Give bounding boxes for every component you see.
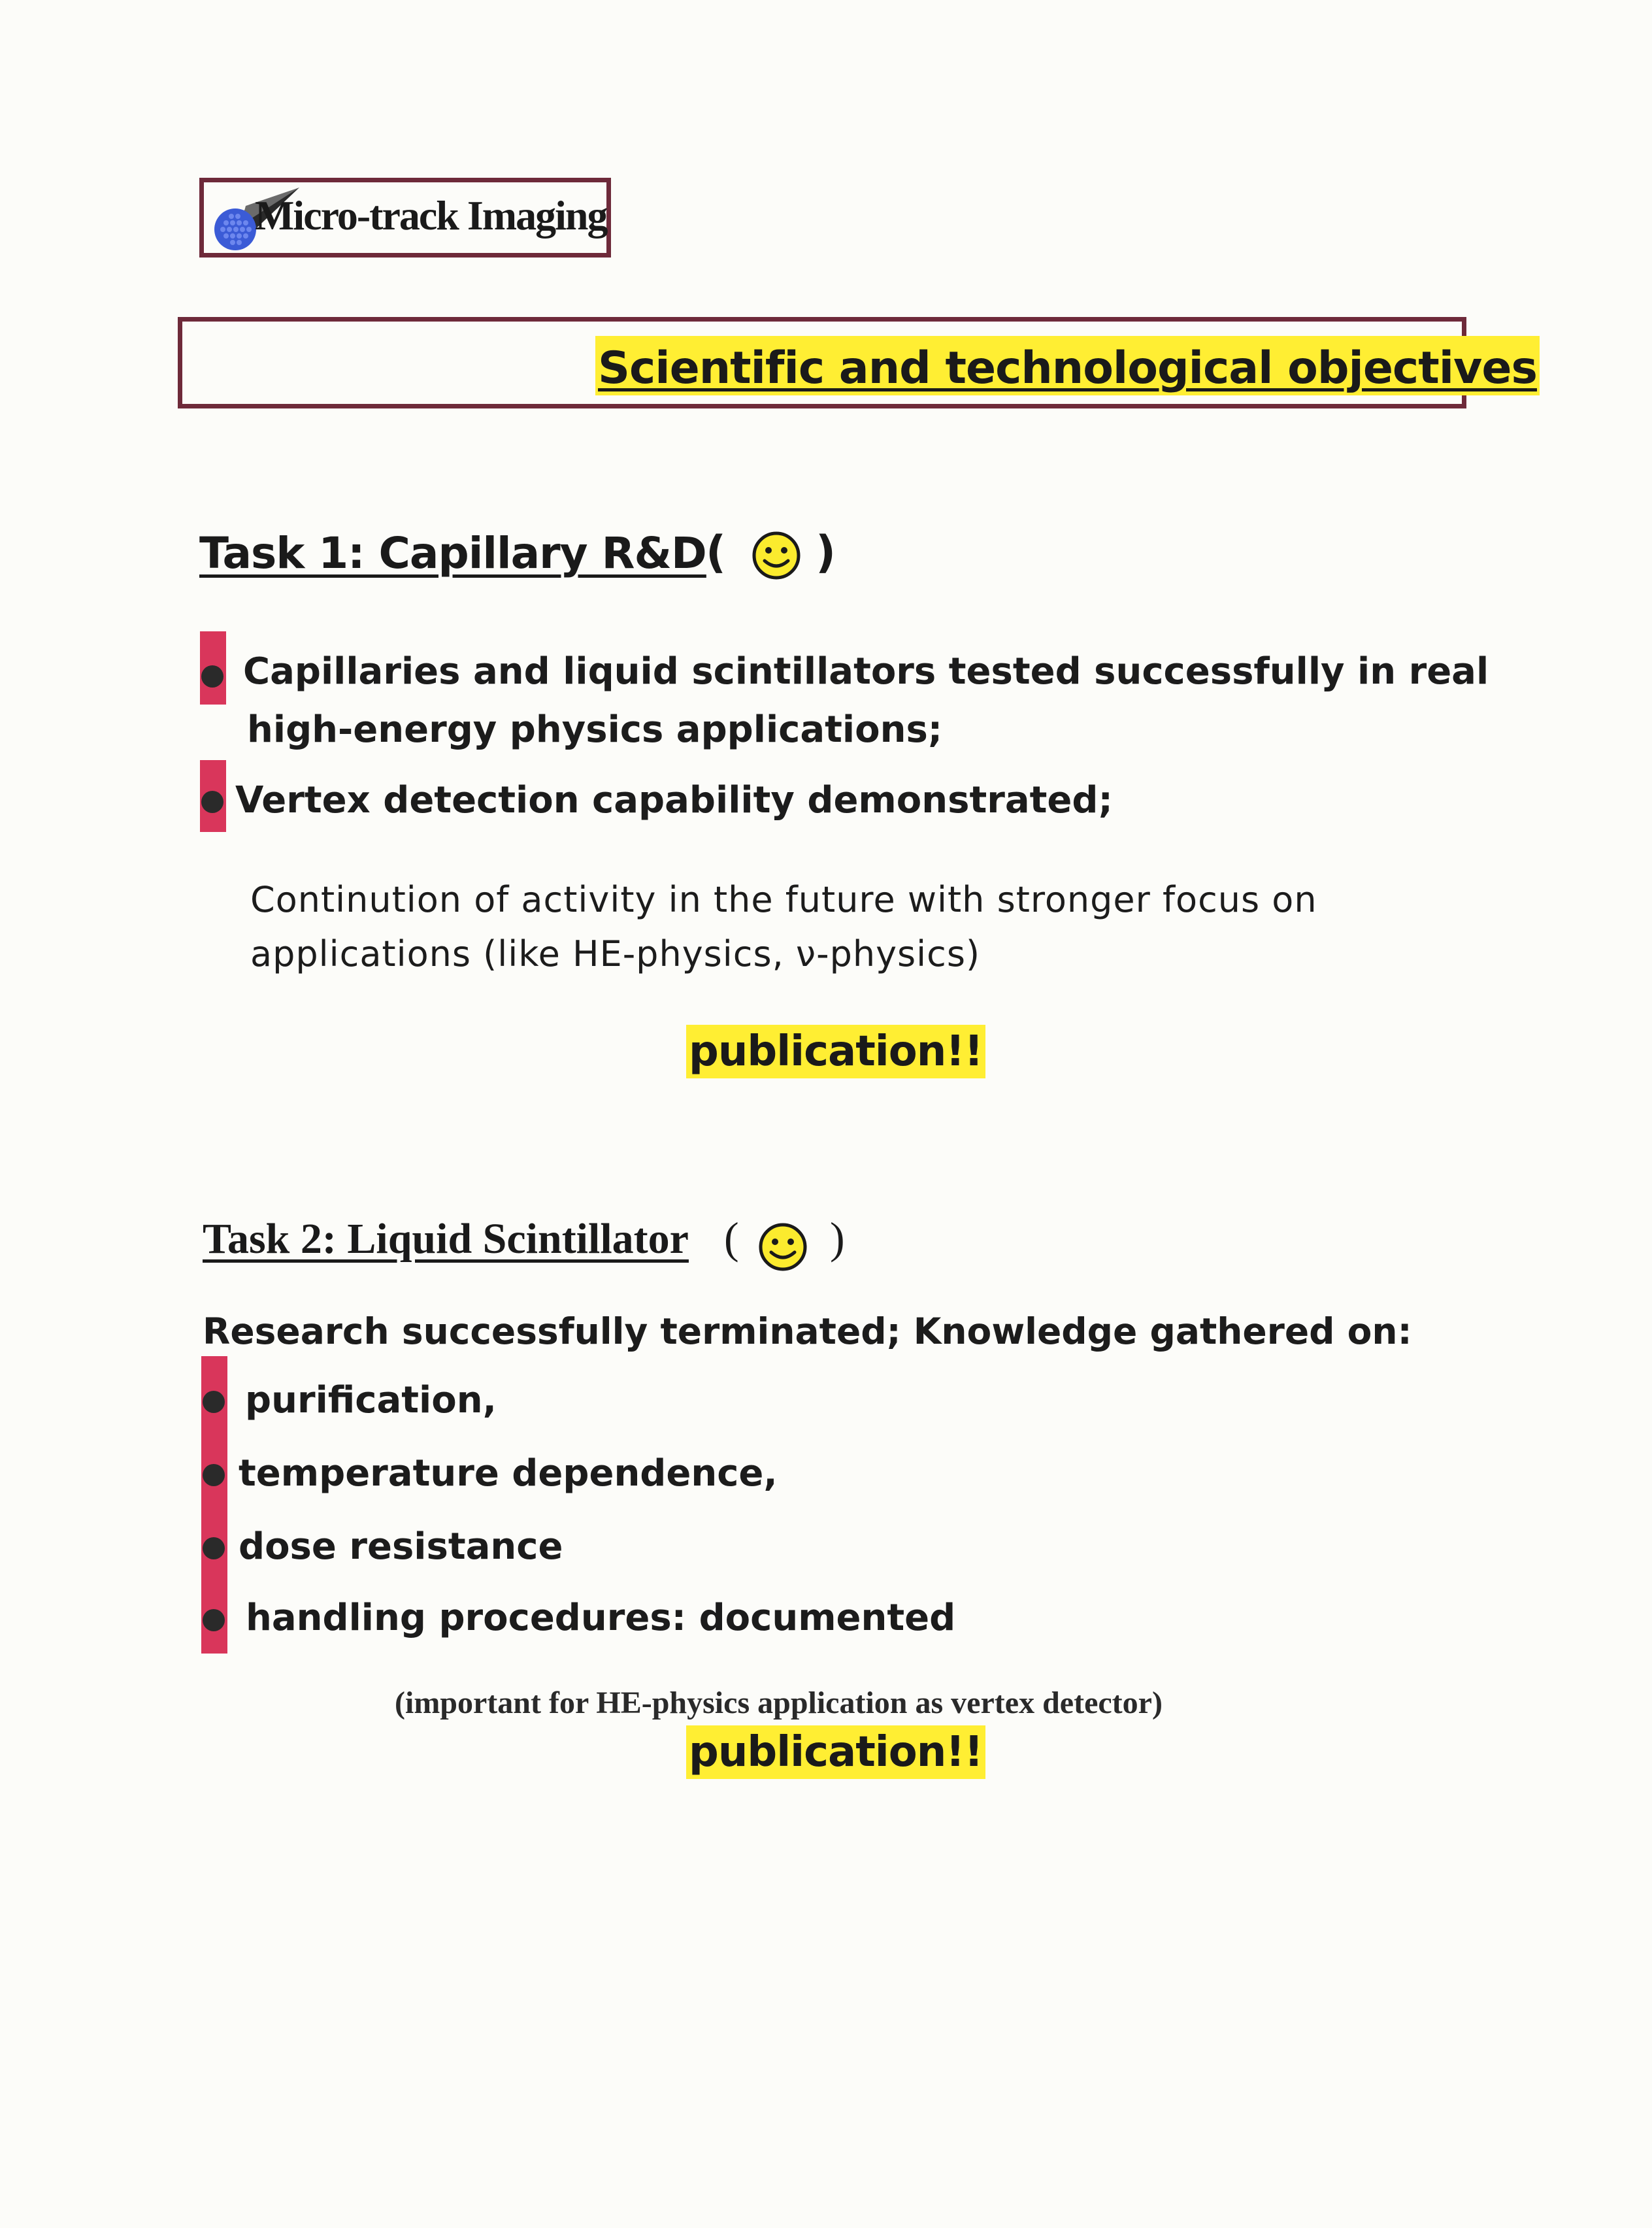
task2-bullet-3: dose resistance bbox=[239, 1525, 563, 1568]
smiley-icon bbox=[757, 1221, 809, 1273]
task2-intro: Research successfully terminated; Knowledge gathered on: bbox=[203, 1310, 1412, 1352]
task2-bullet-4: handling procedures: documented bbox=[246, 1597, 956, 1639]
task2-heading bbox=[203, 1214, 689, 1264]
task1-continuation-line-1: Continution of activity in the future with stronger focus on bbox=[250, 879, 1317, 920]
task1-paren-close: ) bbox=[816, 527, 836, 578]
task2-bullet-2: temperature dependence, bbox=[239, 1452, 778, 1495]
bullet-dot bbox=[201, 791, 223, 813]
smiley-icon bbox=[750, 529, 802, 582]
title-box bbox=[178, 317, 1537, 408]
bullet-dot bbox=[203, 1609, 225, 1631]
bullet-dot bbox=[203, 1464, 225, 1486]
task1-bullet-1-line-2: high-energy physics applications; bbox=[247, 708, 943, 751]
task1-paren-open: ( bbox=[706, 527, 727, 578]
task2-paren-close: ) bbox=[830, 1213, 845, 1263]
task1-heading bbox=[199, 528, 706, 578]
task1-publication-badge: publication!! bbox=[686, 1025, 985, 1078]
task2-paren-open: ( bbox=[724, 1213, 739, 1263]
logo-box bbox=[199, 178, 611, 258]
page-title: Scientific and technological objectives bbox=[595, 336, 1540, 395]
task2-bullet-1: purification, bbox=[245, 1379, 497, 1422]
task2-heading-label: Task 2: Liquid Scintillator bbox=[203, 1215, 689, 1263]
logo-text: Micro-track Imaging bbox=[255, 192, 607, 239]
task1-bullet-1-line-1: Capillaries and liquid scintillators tested successfully in real bbox=[243, 650, 1489, 693]
task2-note: (important for HE-physics application as vertex detector) bbox=[395, 1686, 1163, 1720]
bullet-dot bbox=[201, 665, 223, 688]
task1-continuation-line-2: applications (like HE-physics, ν-physics) bbox=[250, 933, 981, 974]
task1-heading-label: Task 1: Capillary R&D bbox=[199, 528, 706, 578]
task2-publication-badge: publication!! bbox=[686, 1725, 985, 1779]
bullet-dot bbox=[203, 1537, 225, 1559]
bullet-dot bbox=[203, 1391, 225, 1413]
task1-bullet-2: Vertex detection capability demonstrated; bbox=[235, 779, 1113, 822]
